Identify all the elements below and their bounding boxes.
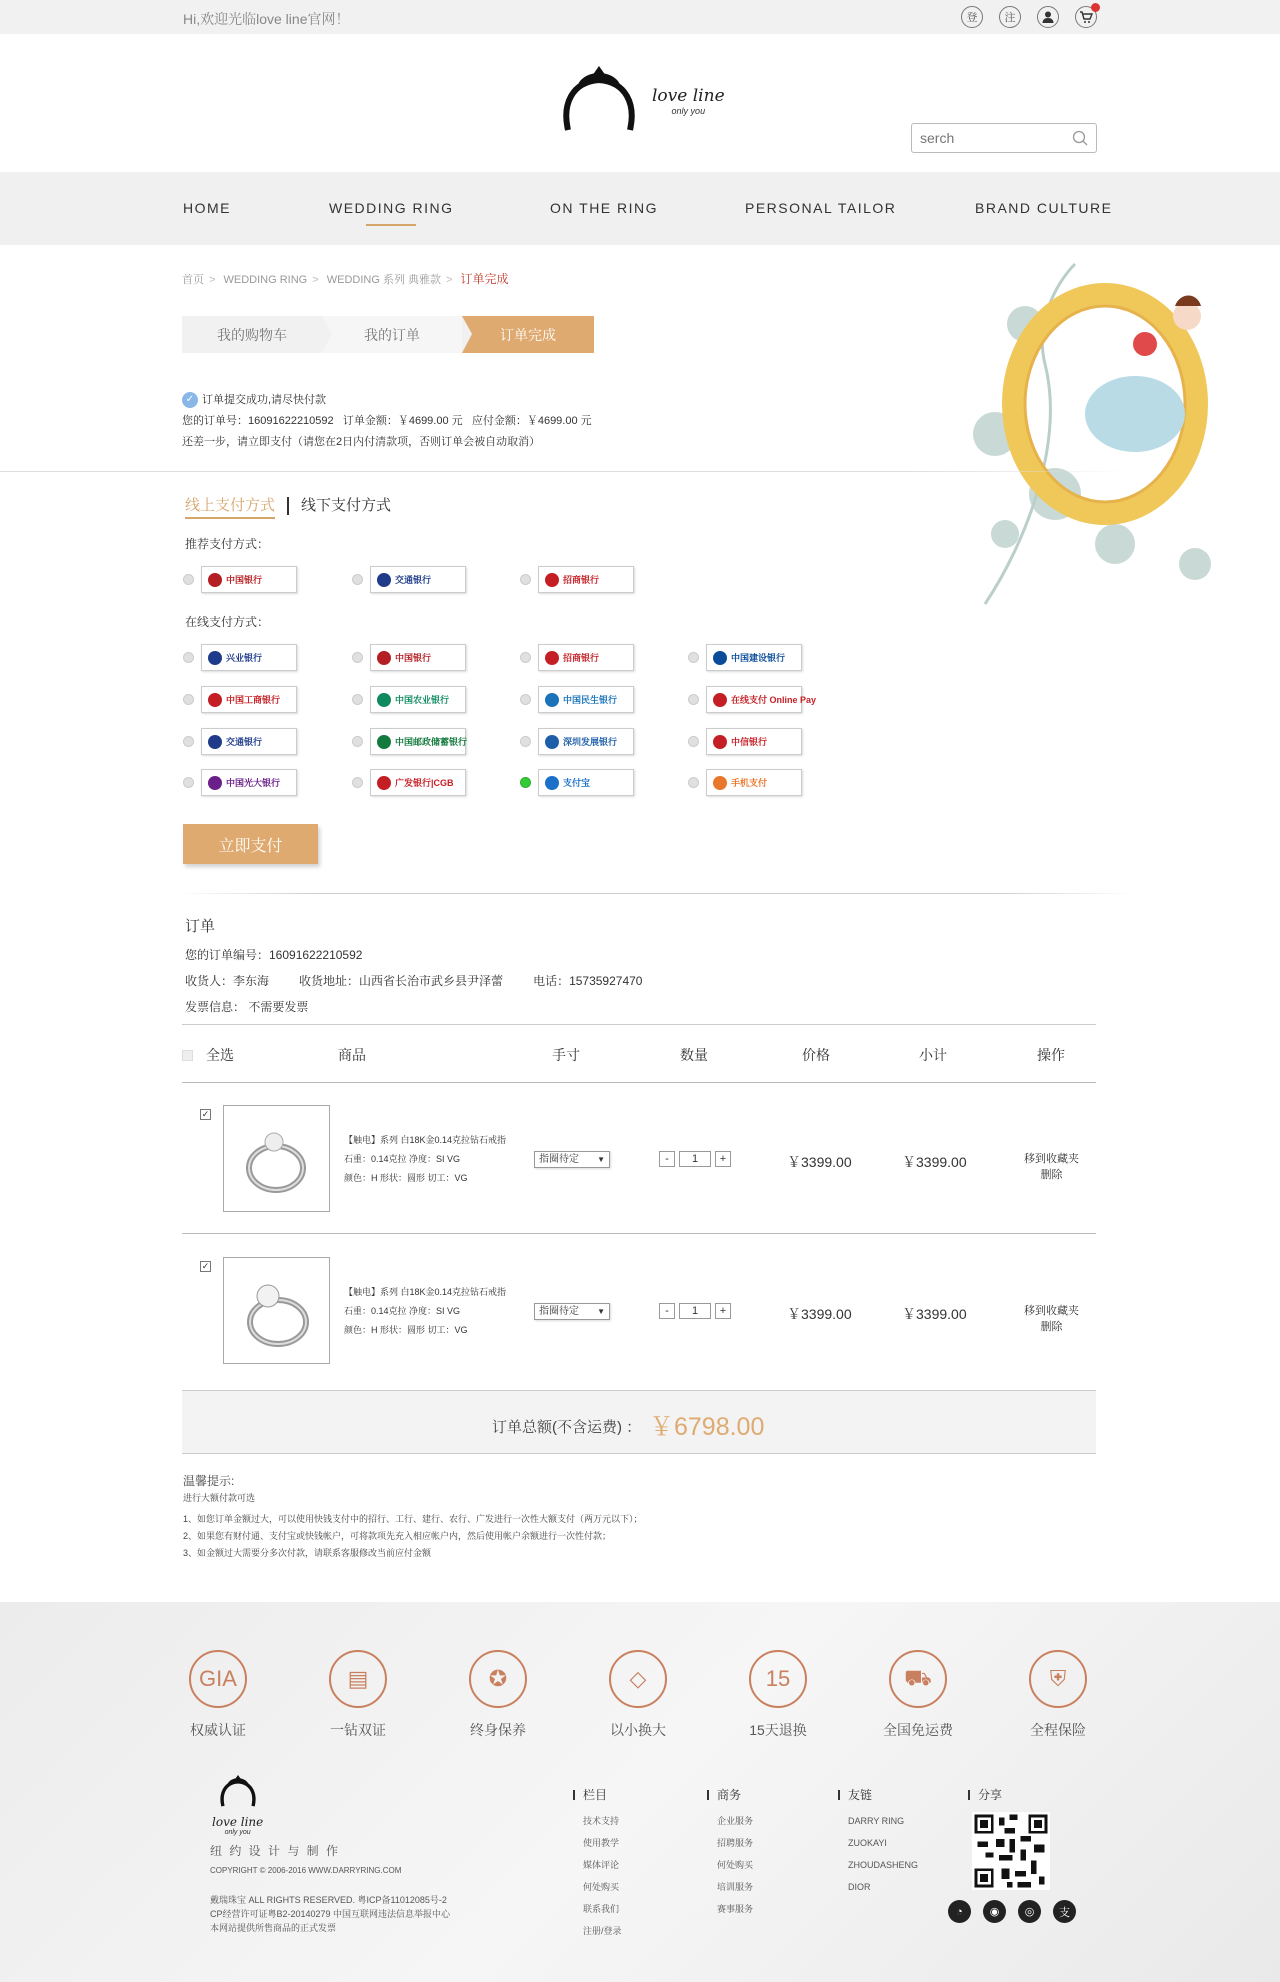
recommend-bank-option[interactable]: [352, 566, 466, 593]
recommend-bank-option[interactable]: [520, 566, 634, 593]
status-reminder: 还差一步，请立即支付（请您在2日内付清款项，否则订单会被自动取消）: [182, 436, 541, 448]
radio-button[interactable]: [352, 694, 363, 705]
bank-emblem-icon: [208, 651, 222, 665]
recommend-bank-option[interactable]: [183, 566, 297, 593]
footer-link[interactable]: 何处购买: [583, 1882, 620, 1892]
status-success-text: 订单提交成功,请尽快付款: [202, 394, 327, 406]
radio-button[interactable]: [352, 652, 363, 663]
bank-emblem-icon: [377, 735, 391, 749]
bank-logo[interactable]: [370, 769, 466, 796]
feature-icon: GIA: [189, 1650, 247, 1708]
bank-name: 交通银行: [395, 575, 432, 585]
item-subtotal: ￥3399.00: [902, 1306, 967, 1322]
footer-column-title: 商务: [707, 1784, 753, 1806]
footer-link[interactable]: 招聘服务: [717, 1838, 754, 1848]
ring-logo-icon: [558, 64, 640, 138]
bank-emblem-icon: [208, 693, 222, 707]
bank-logo[interactable]: [706, 644, 802, 671]
header-select-all: 全选: [206, 1047, 234, 1063]
crumb-wedding-ring[interactable]: WEDDING RING: [223, 274, 308, 286]
footer-link[interactable]: ZHOUDASHENG: [848, 1860, 919, 1870]
tips-subtitle: 进行大额付款可选: [183, 1493, 256, 1503]
bank-emblem-icon: [208, 735, 222, 749]
cart-icon[interactable]: [1075, 6, 1097, 28]
step-cart[interactable]: 我的购物车: [182, 316, 322, 353]
bank-name: 招商银行: [563, 653, 600, 663]
bank-emblem-icon: [545, 776, 559, 790]
step-my-order[interactable]: 我的订单: [322, 316, 462, 353]
bank-option[interactable]: [352, 769, 466, 796]
feature-item: [1013, 1650, 1103, 1740]
footer-link[interactable]: 技术支持: [583, 1816, 620, 1826]
weibo-icon[interactable]: ◎: [1018, 1900, 1041, 1923]
radio-button[interactable]: [183, 777, 194, 788]
feature-item: [733, 1650, 823, 1740]
bank-logo[interactable]: [370, 566, 466, 593]
bank-name: 在线支付 Online Pay: [731, 695, 817, 705]
footer-link[interactable]: 联系我们: [583, 1904, 620, 1914]
move-to-favorites-link[interactable]: 移到收藏夹: [1024, 1305, 1079, 1317]
bank-logo[interactable]: [201, 686, 297, 713]
bank-name: 手机支付: [731, 778, 768, 788]
bank-name: 中国光大银行: [226, 778, 281, 788]
bank-logo[interactable]: [201, 769, 297, 796]
header-subtotal: 小计: [919, 1047, 947, 1063]
move-to-favorites-link[interactable]: 移到收藏夹: [1024, 1153, 1079, 1165]
qty-plus-button[interactable]: +: [715, 1151, 731, 1167]
product-spec: 石重：0.14克拉 净度：SI VG: [344, 1306, 461, 1316]
welcome-text: Hi,欢迎光临love line官网！: [183, 11, 350, 27]
item-price: ￥3399.00: [787, 1154, 852, 1170]
bank-option[interactable]: [352, 728, 466, 755]
size-select[interactable]: 指圈待定 ▼: [534, 1303, 610, 1320]
footer-link[interactable]: 企业服务: [717, 1816, 754, 1826]
radio-button[interactable]: [352, 777, 363, 788]
order-total-bar: [182, 1390, 1096, 1454]
bank-name: 中国邮政储蓄银行: [395, 737, 468, 747]
bank-name: 中国工商银行: [226, 695, 281, 705]
bank-emblem-icon: [377, 573, 391, 587]
feature-label: 一钻双证: [330, 1722, 386, 1738]
footer-link[interactable]: 赛事服务: [717, 1904, 754, 1914]
radio-button[interactable]: [520, 694, 531, 705]
bank-logo[interactable]: [538, 769, 634, 796]
bank-logo[interactable]: [706, 686, 817, 713]
bank-emblem-icon: [377, 776, 391, 790]
footer-rights: 戴瑞珠宝 ALL RIGHTS RESERVED. 粤ICP备11012085号-2: [210, 1895, 447, 1905]
item-checkbox[interactable]: ✓: [201, 1261, 210, 1271]
footer-copyright: COPYRIGHT © 2006-2016 WWW.DARRYRING.COM: [210, 1866, 402, 1875]
qty-plus-button[interactable]: +: [715, 1303, 731, 1319]
footer-link[interactable]: DARRY RING: [848, 1816, 905, 1826]
select-all-checkbox[interactable]: [182, 1050, 193, 1061]
brand-logo[interactable]: [558, 64, 725, 138]
divider: [182, 1024, 1096, 1025]
radio-button[interactable]: [183, 694, 194, 705]
chevron-down-icon: ▼: [597, 1155, 605, 1164]
bank-emblem-icon: [545, 735, 559, 749]
order-info: [185, 915, 642, 1024]
crumb-home[interactable]: 首页: [182, 274, 204, 286]
footer-invoice-note: 本网站提供所售商品的正式发票: [210, 1923, 337, 1933]
nav-home[interactable]: HOME: [183, 200, 231, 216]
bank-emblem-icon: [713, 776, 727, 790]
register-icon[interactable]: 注: [999, 6, 1021, 28]
total-value: ￥6798.00: [649, 1413, 765, 1441]
bank-option[interactable]: [688, 644, 802, 671]
footer-column: [573, 1784, 622, 1942]
bank-logo[interactable]: [370, 728, 466, 755]
radio-button[interactable]: [688, 736, 699, 747]
radio-button[interactable]: [520, 777, 531, 788]
qty-input[interactable]: 1: [679, 1151, 711, 1167]
wechat-icon[interactable]: ◉: [983, 1900, 1006, 1923]
feature-item: [173, 1650, 263, 1740]
payment-tabs: [185, 494, 391, 515]
product-info: [344, 1283, 506, 1340]
bank-logo[interactable]: [201, 566, 297, 593]
delete-link[interactable]: 删除: [1040, 1169, 1063, 1181]
size-select[interactable]: 指圈待定 ▼: [534, 1151, 610, 1168]
order-phone: 电话：15735927470: [533, 974, 643, 988]
bank-name: 中信银行: [731, 737, 768, 747]
bride-ring-illustration: [965, 244, 1250, 634]
bank-option[interactable]: [520, 769, 634, 796]
qq-icon[interactable]: ◔: [948, 1900, 971, 1923]
bank-option[interactable]: [520, 728, 634, 755]
search-box[interactable]: [911, 123, 1097, 153]
order-steps: [182, 316, 594, 353]
top-icons: [961, 6, 1097, 28]
radio-button[interactable]: [183, 652, 194, 663]
step-complete: 订单完成: [462, 316, 594, 353]
bank-logo[interactable]: [706, 769, 802, 796]
item-price: ￥3399.00: [787, 1306, 852, 1322]
footer-logo-tagline: only you: [224, 1829, 251, 1836]
feature-icon: ⛨: [1029, 1650, 1087, 1708]
item-actions: [1024, 1303, 1079, 1335]
status-order-number: 您的订单号：16091622210592: [182, 415, 334, 427]
product-title[interactable]: 【触电】系列 白18K金0.14克拉钻石戒指: [344, 1135, 507, 1145]
footer-license: CP经营许可证粤B2-20140279 中国互联网违法信息举报中心: [210, 1909, 451, 1919]
footer-column: [838, 1784, 918, 1898]
tab-online-payment[interactable]: 线上支付方式: [185, 497, 275, 519]
radio-button[interactable]: [520, 574, 531, 585]
radio-button[interactable]: [520, 652, 531, 663]
feature-label: 以小换大: [610, 1722, 666, 1738]
bank-option[interactable]: [520, 686, 634, 713]
footer-link[interactable]: 何处购买: [717, 1860, 754, 1870]
feature-icon: ▤: [329, 1650, 387, 1708]
footer-link[interactable]: 使用教学: [583, 1838, 620, 1848]
bank-logo[interactable]: [538, 644, 634, 671]
radio-button[interactable]: [183, 574, 194, 585]
recommend-label: 推荐支付方式：: [185, 537, 270, 551]
feature-item: [593, 1650, 683, 1740]
nav-wedding-ring[interactable]: WEDDING RING: [329, 200, 454, 216]
order-address: 收货地址：山西省长治市武乡县尹泽蕾: [299, 974, 504, 988]
footer-link[interactable]: 注册/登录: [583, 1926, 622, 1936]
bank-option[interactable]: [688, 728, 802, 755]
status-amount: 订单金额：￥4699.00 元: [342, 415, 463, 427]
header-product: 商品: [338, 1047, 366, 1063]
divider: [182, 1233, 1096, 1234]
alipay-icon[interactable]: 支: [1053, 1900, 1076, 1923]
footer-link[interactable]: 媒体评论: [583, 1860, 620, 1870]
item-subtotal: ￥3399.00: [902, 1154, 967, 1170]
bank-logo[interactable]: [201, 644, 297, 671]
tips: [183, 1473, 643, 1562]
feature-item: [873, 1650, 963, 1740]
delete-link[interactable]: 删除: [1040, 1321, 1063, 1333]
bank-logo[interactable]: [538, 686, 634, 713]
feature-icon: ✪: [469, 1650, 527, 1708]
bank-name: 支付宝: [563, 778, 591, 788]
crumb-series[interactable]: WEDDING 系列 典雅款: [326, 274, 442, 286]
bank-name: 中国农业银行: [395, 695, 450, 705]
tip-line: 2、如果您有财付通、支付宝或快钱帐户，可将款项先充入相应帐户内，然后使用帐户余额进行一次性付款；: [183, 1531, 612, 1541]
total-label: 订单总额(不含运费) ：: [492, 1419, 642, 1436]
online-label: 在线支付方式：: [185, 615, 270, 629]
qty-input[interactable]: 1: [679, 1303, 711, 1319]
cart-row: [182, 1257, 1096, 1407]
order-receiver: 收货人：李东海: [185, 974, 270, 988]
footer-column: [707, 1784, 753, 1920]
bank-option[interactable]: [352, 644, 466, 671]
breadcrumb: 首页 > WEDDING RING > WEDDING 系列 典雅款 > 订单完成: [182, 272, 509, 286]
nav-on-the-ring[interactable]: ON THE RING: [550, 200, 659, 216]
order-number: 您的订单编号：16091622210592: [185, 948, 363, 962]
feature-icon: 15: [749, 1650, 807, 1708]
radio-button[interactable]: [688, 652, 699, 663]
bank-emblem-icon: [545, 693, 559, 707]
bank-emblem-icon: [377, 693, 391, 707]
quantity-stepper: [659, 1151, 731, 1167]
footer-link[interactable]: 培训服务: [717, 1882, 754, 1892]
header-action: 操作: [1037, 1047, 1065, 1063]
bank-logo[interactable]: [706, 728, 802, 755]
bank-emblem-icon: [377, 651, 391, 665]
feature-label: 终身保养: [470, 1722, 526, 1738]
bank-option[interactable]: [352, 686, 466, 713]
header-qty: 数量: [680, 1047, 708, 1063]
feature-icon: ◇: [609, 1650, 667, 1708]
bank-name: 深圳发展银行: [563, 737, 618, 747]
main-nav: [0, 172, 1280, 245]
footer-logo-name: love line: [212, 1815, 264, 1829]
divider: [0, 471, 1130, 472]
logo-name: love line: [652, 86, 725, 106]
ring-logo-icon: [216, 1774, 260, 1810]
header-size: 手寸: [552, 1047, 580, 1063]
bank-option[interactable]: [688, 686, 817, 713]
bank-option[interactable]: [520, 644, 634, 671]
bank-option[interactable]: [183, 769, 297, 796]
footer-slogan: 纽 约 设 计 与 制 作: [210, 1844, 341, 1858]
feature-item: [313, 1650, 403, 1740]
nav-brand-culture[interactable]: BRAND CULTURE: [975, 200, 1113, 216]
header: [0, 34, 1280, 172]
social-icons: [948, 1900, 1076, 1923]
feature-item: [453, 1650, 543, 1740]
footer-column: [968, 1784, 1002, 1810]
bank-emblem-icon: [713, 651, 727, 665]
tip-line: 3、如金额过大需要分多次付款，请联系客服修改当前应付金额: [183, 1548, 432, 1558]
footer-column-title: 栏目: [573, 1784, 622, 1806]
feature-label: 15天退换: [749, 1722, 807, 1738]
bank-logo[interactable]: [370, 686, 466, 713]
qty-minus-button[interactable]: -: [659, 1151, 675, 1167]
tip-line: 1、如您订单金额过大，可以使用快钱支付中的招行、工行、建行、农行、广发进行一次性大额支付（两万元以下）；: [183, 1514, 643, 1524]
bank-option[interactable]: [183, 644, 297, 671]
radio-button[interactable]: [352, 736, 363, 747]
order-invoice: 发票信息： 不需要发票: [185, 1000, 309, 1014]
tab-offline-payment[interactable]: 线下支付方式: [301, 497, 392, 514]
footer-link[interactable]: DIOR: [848, 1882, 871, 1892]
bank-name: 中国建设银行: [731, 653, 786, 663]
bank-emblem-icon: [208, 573, 222, 587]
product-title[interactable]: 【触电】系列 白18K金0.14克拉钻石戒指: [344, 1287, 507, 1297]
bank-emblem-icon: [545, 651, 559, 665]
footer-column-title: 分享: [968, 1784, 1002, 1806]
divider: [182, 1082, 1096, 1083]
product-spec: 颜色：H 形状：圆形 切工：VG: [344, 1325, 468, 1335]
radio-button[interactable]: [352, 574, 363, 585]
item-actions: [1024, 1151, 1079, 1183]
success-check-icon: ✓: [182, 392, 198, 408]
footer-logo[interactable]: [212, 1774, 263, 1836]
bank-name: 中国银行: [395, 653, 432, 663]
logo-tagline: only you: [671, 106, 706, 116]
qr-code: [972, 1812, 1050, 1890]
bank-option[interactable]: [688, 769, 802, 796]
radio-button[interactable]: [183, 736, 194, 747]
product-thumbnail[interactable]: [223, 1105, 330, 1212]
bank-logo[interactable]: [370, 644, 466, 671]
quantity-stepper: [659, 1303, 731, 1319]
bank-emblem-icon: [545, 573, 559, 587]
status-due: 应付金额：￥4699.00 元: [471, 415, 592, 427]
radio-button[interactable]: [688, 694, 699, 705]
footer-link[interactable]: ZUOKAYI: [848, 1838, 887, 1848]
user-icon[interactable]: [1037, 6, 1059, 28]
feature-label: 权威认证: [190, 1722, 246, 1738]
bank-logo[interactable]: [538, 566, 634, 593]
bank-emblem-icon: [713, 735, 727, 749]
bank-logo[interactable]: [201, 728, 297, 755]
qty-minus-button[interactable]: -: [659, 1303, 675, 1319]
bank-emblem-icon: [208, 776, 222, 790]
feature-label: 全国免运费: [883, 1722, 953, 1738]
tips-title: 温馨提示:: [183, 1474, 235, 1488]
bank-option[interactable]: [183, 686, 297, 713]
feature-icon: ⛟: [889, 1650, 947, 1708]
bank-name: 招商银行: [563, 575, 600, 585]
footer-column-title: 友链: [838, 1784, 918, 1806]
chevron-down-icon: ▼: [597, 1307, 605, 1316]
cart-badge: [1091, 3, 1100, 12]
order-status: [182, 390, 592, 453]
bank-emblem-icon: [713, 693, 727, 707]
bank-name: 交通银行: [226, 737, 263, 747]
order-title: 订单: [185, 918, 216, 935]
crumb-current: 订单完成: [460, 272, 509, 286]
bank-name: 中国银行: [226, 575, 263, 585]
search-input[interactable]: [920, 130, 1060, 146]
product-spec: 石重：0.14克拉 净度：SI VG: [344, 1154, 461, 1164]
header-price: 价格: [802, 1047, 830, 1063]
search-icon[interactable]: [1072, 130, 1088, 146]
bank-name: 广发银行|CGB: [395, 778, 454, 788]
feature-label: 全程保险: [1030, 1722, 1086, 1738]
product-info: [344, 1131, 506, 1188]
radio-button[interactable]: [520, 736, 531, 747]
bank-option[interactable]: [183, 728, 297, 755]
item-checkbox[interactable]: ✓: [201, 1109, 210, 1119]
product-thumbnail[interactable]: [223, 1257, 330, 1364]
login-icon[interactable]: 登: [961, 6, 983, 28]
divider: [178, 893, 1133, 894]
radio-button[interactable]: [688, 777, 699, 788]
pay-now-button[interactable]: 立即支付: [183, 824, 318, 864]
product-spec: 颜色：H 形状：圆形 切工：VG: [344, 1173, 468, 1183]
footer: [0, 1602, 1280, 1982]
nav-personal-tailor[interactable]: PERSONAL TAILOR: [745, 200, 897, 216]
bank-logo[interactable]: [538, 728, 634, 755]
bank-name: 兴业银行: [226, 653, 263, 663]
top-bar: [0, 0, 1280, 34]
bank-name: 中国民生银行: [563, 695, 618, 705]
